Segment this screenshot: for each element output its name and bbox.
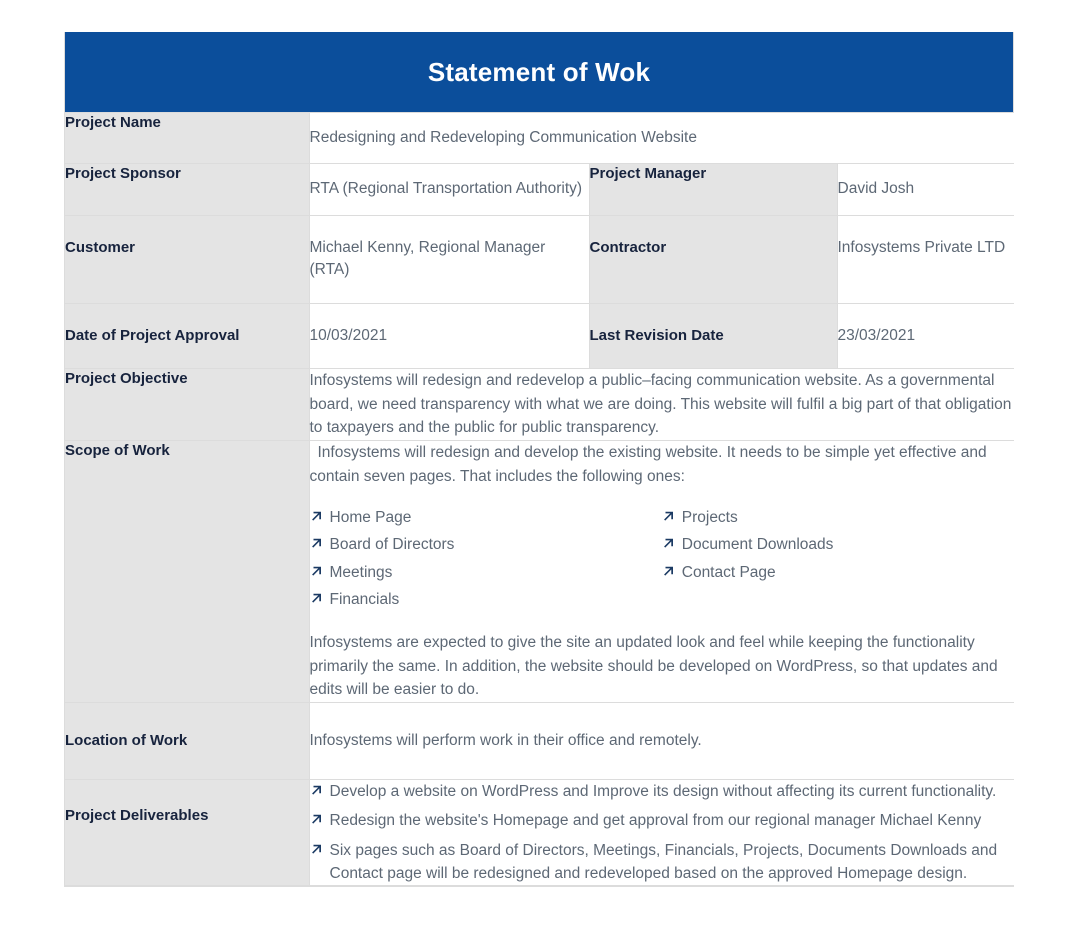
value-project-deliverables <box>309 780 1014 886</box>
label-contractor: Contractor <box>589 215 837 303</box>
scope-intro-paragraph: Infosystems will redesign and develop the existing website. It needs to be simple yet effective and contain seven pages. That includes the following ones: <box>309 443 987 485</box>
list-item-label: Develop a website on WordPress and Improve its design without affecting its current functionality. <box>329 783 997 801</box>
table-row-location-of-work <box>65 702 1014 779</box>
arrow-up-right-icon <box>310 510 323 523</box>
table-row-sponsor-manager <box>65 164 1014 215</box>
value-location-of-work: Infosystems will perform work in their office and remotely. <box>309 702 1014 779</box>
arrow-up-right-icon <box>310 565 323 578</box>
list-item-label: Financials <box>329 590 400 608</box>
table-row-project-name <box>65 113 1014 164</box>
table-row-scope-of-work <box>65 440 1014 702</box>
table-row-project-objective <box>65 369 1014 441</box>
list-item-label: Board of Directors <box>329 536 455 554</box>
label-project-objective: Project Objective <box>65 369 309 441</box>
list-item-label: Projects <box>681 509 738 527</box>
list-item <box>662 561 1014 584</box>
list-item <box>310 780 1015 803</box>
list-item-label: Home Page <box>329 509 412 527</box>
scope-pages-list <box>310 506 1015 615</box>
scope-pages-column-1 <box>310 506 662 615</box>
statement-of-work-document <box>64 32 1014 887</box>
arrow-up-right-icon <box>310 592 323 605</box>
value-scope-of-work <box>309 440 1014 702</box>
value-project-sponsor: RTA (Regional Transportation Authority) <box>309 164 589 215</box>
label-date-of-project-approval: Date of Project Approval <box>65 303 309 368</box>
label-project-manager: Project Manager <box>589 164 837 215</box>
list-item <box>662 533 1014 556</box>
list-item <box>662 506 1014 529</box>
scope-outro-paragraph: Infosystems are expected to give the site an updated look and feel while keeping the functionality primarily the same. In addition, the website should be developed on WordPress, so that updates and edits will be easier to do. <box>309 634 998 699</box>
arrow-up-right-icon <box>310 537 323 550</box>
list-item-label: Meetings <box>329 563 393 581</box>
arrow-up-right-icon <box>310 843 323 856</box>
arrow-up-right-icon <box>662 565 675 578</box>
list-item-label: Six pages such as Board of Directors, Meetings, Financials, Projects, Documents Downloads and Contact page will be redesigned and redeveloped based on the approved Homepage design. <box>329 841 998 882</box>
label-last-revision-date: Last Revision Date <box>589 303 837 368</box>
list-item <box>310 839 1015 886</box>
value-contractor: Infosystems Private LTD <box>837 215 1014 303</box>
value-last-revision-date: 23/03/2021 <box>837 303 1014 368</box>
value-project-name: Redesigning and Redeveloping Communication Website <box>309 113 1014 164</box>
table-row-project-deliverables <box>65 780 1014 886</box>
label-scope-of-work: Scope of Work <box>65 440 309 702</box>
project-deliverables-list <box>310 780 1015 885</box>
value-date-of-project-approval: 10/03/2021 <box>309 303 589 368</box>
list-item-label: Document Downloads <box>681 536 834 554</box>
list-item <box>310 588 662 611</box>
arrow-up-right-icon <box>310 813 323 826</box>
list-item <box>310 506 662 529</box>
list-item-label: Redesign the website's Homepage and get approval from our regional manager Michael Kenny <box>329 812 982 830</box>
value-project-objective <box>309 369 1014 441</box>
statement-of-work-table <box>65 112 1014 886</box>
list-item-label: Contact Page <box>681 563 776 581</box>
label-project-sponsor: Project Sponsor <box>65 164 309 215</box>
table-row-dates <box>65 303 1014 368</box>
document-header-banner <box>65 32 1013 112</box>
label-customer: Customer <box>65 215 309 303</box>
list-item <box>310 809 1015 832</box>
value-project-manager: David Josh <box>837 164 1014 215</box>
page-title: Statement of Wok <box>427 56 651 87</box>
list-item <box>310 561 662 584</box>
value-customer: Michael Kenny, Regional Manager (RTA) <box>309 215 589 303</box>
label-project-deliverables: Project Deliverables <box>65 780 309 886</box>
arrow-up-right-icon <box>662 537 675 550</box>
label-location-of-work: Location of Work <box>65 702 309 779</box>
label-project-name: Project Name <box>65 113 309 164</box>
scope-pages-column-2 <box>662 506 1014 615</box>
table-row-customer-contractor <box>65 215 1014 303</box>
project-objective-paragraph: Infosystems will redesign and redevelop a public–facing communication website. As a governmental board, we need transparency with what we are doing. This website will fulfil a big part of that obligation to taxpayers and the public for public transparency. <box>309 372 1012 437</box>
arrow-up-right-icon <box>310 784 323 797</box>
list-item <box>310 533 662 556</box>
arrow-up-right-icon <box>662 510 675 523</box>
